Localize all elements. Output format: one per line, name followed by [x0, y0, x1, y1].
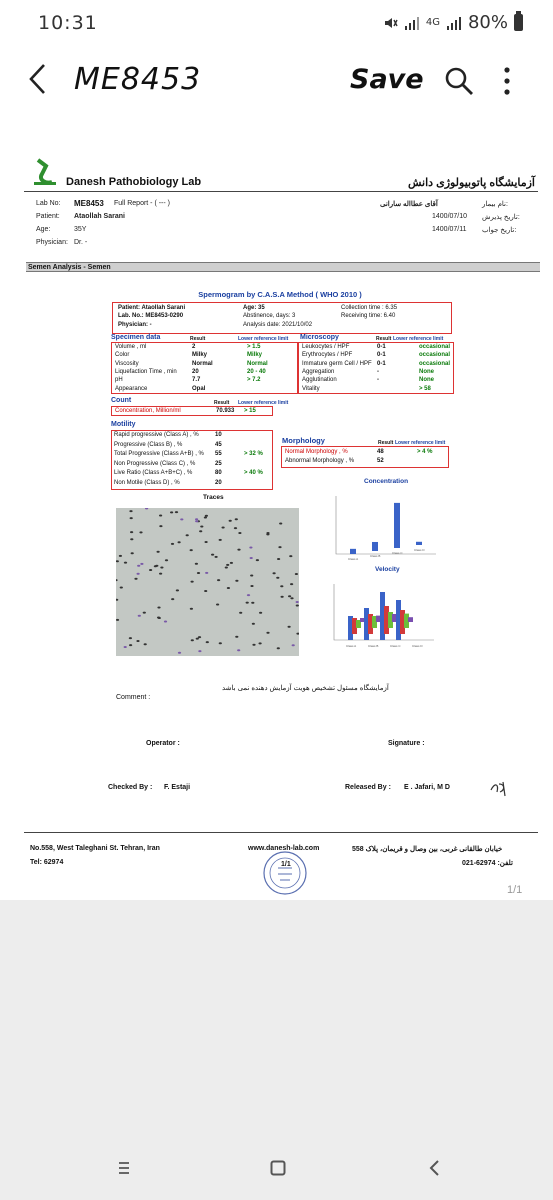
concentration-category-label: Class B: [370, 554, 381, 558]
sperm-trace: [186, 534, 189, 536]
sperm-trace: [155, 565, 158, 567]
lab-no: ME8453: [74, 199, 104, 208]
released-by: E . Jafari, M D: [404, 784, 450, 791]
status-time: 10:31: [38, 12, 98, 34]
lab-name-fa: آزمایشگاه پاتوبیولوژی دانش: [407, 177, 535, 189]
morphology-ref-header: Lower reference limit: [395, 440, 446, 446]
home-icon[interactable]: [270, 1160, 286, 1176]
sperm-trace: [222, 527, 225, 529]
sperm-trace: [237, 549, 240, 551]
microscopy-row-ref: None: [419, 368, 434, 375]
sperm-trace: [252, 644, 255, 646]
fa-name: آقای عطااله سارانی: [380, 201, 438, 208]
operator-label: Operator :: [146, 740, 180, 747]
spermogram-title: Spermogram by C.A.S.A Method ( WHO 2010 ): [198, 290, 362, 299]
status-bar: [0, 0, 553, 44]
morphology-row-ref: > 4 %: [417, 449, 433, 455]
sperm-trace: [247, 594, 250, 596]
sperm-trace: [259, 642, 262, 644]
sperm-trace: [178, 541, 181, 543]
sperm-trace: [249, 547, 252, 549]
microscopy-row-result: 0-1: [377, 360, 386, 367]
sperm-trace: [120, 587, 123, 589]
specimen-ref-header: Lower reference limit: [238, 336, 289, 342]
sperm-trace: [200, 526, 203, 528]
sperm-trace: [215, 556, 218, 558]
sperm-trace: [130, 538, 133, 540]
fa-reception: 1400/07/10: [432, 213, 468, 220]
concentration-axis: [336, 496, 436, 554]
physician: Dr. -: [74, 239, 88, 246]
sperm-trace: [211, 554, 214, 556]
motility-row-ref: > 40 %: [244, 470, 263, 476]
tel-fa: تلفن: 62974-021: [462, 860, 513, 867]
count-result-header: Result: [214, 400, 230, 406]
microscopy-row-ref: occasional: [419, 352, 451, 359]
report-document: [0, 118, 553, 900]
microscopy-title: Microscopy: [300, 334, 339, 341]
sperm-trace: [116, 619, 119, 621]
fa-answer: 1400/07/11: [432, 226, 467, 233]
morphology-row-name: Abnormal Morphology , %: [285, 458, 355, 464]
concentration-category-label: Class D: [414, 548, 425, 552]
motility-row-result: 20: [215, 479, 222, 486]
checked-label: Checked By :: [108, 784, 153, 791]
app-bar: [0, 44, 553, 118]
save-button[interactable]: Save: [350, 64, 424, 95]
microscopy-row-result: 0-1: [377, 344, 386, 350]
fa-name-label: نام بیمار:: [482, 201, 508, 208]
specimen-row-name: Volume , ml: [115, 344, 147, 350]
sperm-trace: [143, 612, 146, 614]
sperm-trace: [176, 589, 179, 591]
specimen-row-name: Appearance: [115, 385, 148, 392]
microscopy-row-ref: > 58: [419, 385, 431, 392]
website: www.danesh-lab.com: [248, 845, 320, 852]
sperm-trace: [219, 642, 222, 644]
concentration-title: Concentration: [364, 478, 409, 485]
sperm-trace: [198, 636, 201, 638]
sperm-trace: [137, 573, 140, 575]
status-icons: [382, 12, 523, 33]
fa-reception-label: تاریخ پذیرش:: [482, 214, 520, 221]
footer-divider: [24, 832, 538, 833]
velocity-category-label: Class B: [368, 644, 379, 648]
sperm-trace: [157, 607, 160, 609]
sperm-trace: [259, 612, 262, 614]
sperm-trace: [280, 585, 283, 587]
sperm-trace: [290, 583, 293, 585]
microscopy-row-result: -: [377, 368, 379, 375]
sperm-trace: [204, 590, 207, 592]
physician-label: Physician:: [36, 239, 68, 246]
sperm-trace: [246, 602, 249, 604]
sperm-trace: [256, 559, 259, 561]
sperm-trace: [171, 598, 174, 600]
fa-answer-label: تاریخ جواب:: [482, 227, 517, 234]
sperm-trace: [206, 641, 209, 643]
wifi-signal-icon: [404, 16, 420, 30]
sperm-trace: [250, 585, 253, 587]
sperm-trace: [130, 517, 133, 519]
patient-info-box: [112, 302, 452, 334]
sperm-trace: [134, 578, 137, 580]
sperm-trace: [170, 511, 173, 513]
fa-disclaimer: آزمایشگاه مسئول تشخیص هویت آزمایش دهنده نمی باشد: [222, 685, 389, 692]
sperm-trace: [251, 602, 254, 604]
sperm-trace: [237, 649, 240, 651]
sperm-trace: [225, 567, 228, 569]
microscopy-row-name: Aggregation: [302, 368, 335, 375]
motility-box: [111, 430, 273, 490]
sperm-trace: [276, 577, 279, 579]
sperm-trace: [157, 617, 160, 619]
sperm-trace: [266, 632, 269, 634]
sperm-trace: [195, 563, 198, 565]
sperm-trace: [295, 573, 298, 575]
section-title: Semen Analysis - Semen: [26, 262, 540, 272]
microscopy-row-name: Agglutination: [302, 377, 337, 384]
microscopy-row-result: 0-1: [377, 352, 386, 359]
sperm-trace: [191, 639, 194, 641]
motility-row-result: 55: [215, 451, 222, 457]
network-type: 4G: [425, 16, 440, 28]
sperm-trace: [278, 546, 281, 548]
specimen-row-name: pH: [115, 377, 123, 384]
motility-row-result: 10: [215, 432, 222, 438]
sperm-trace: [140, 563, 143, 565]
specimen-row-ref: 20 - 40: [247, 368, 266, 375]
signature-label: Signature :: [388, 740, 425, 747]
morphology-box: [281, 446, 449, 468]
morphology-title: Morphology: [282, 436, 325, 445]
sperm-trace: [296, 601, 299, 603]
motility-row-result: 80: [215, 470, 222, 476]
motility-row-name: Non Motile (Class D) , %: [114, 479, 180, 486]
patient-name: Ataollah Sarani: [74, 213, 125, 220]
sperm-trace: [190, 608, 193, 610]
more-options-icon[interactable]: [500, 66, 514, 96]
microscopy-row-ref: occasional: [419, 360, 451, 367]
info-age: Age: 35: [243, 305, 265, 311]
sperm-trace: [198, 650, 201, 652]
motility-row-name: Non Progressive (Class C) , %: [114, 460, 196, 467]
sperm-trace: [159, 525, 162, 527]
back-button[interactable]: [28, 62, 68, 102]
sperm-trace: [238, 532, 241, 534]
traces-title: Traces: [203, 494, 224, 501]
specimen-row-result: Opal: [192, 385, 206, 392]
microscopy-row-name: Vitality: [302, 385, 320, 392]
sperm-trace: [164, 621, 167, 623]
sperm-trace: [277, 558, 280, 560]
patient-label: Patient:: [36, 213, 60, 220]
sperm-trace: [205, 541, 208, 543]
sperm-trace: [235, 636, 238, 638]
nav-back-icon[interactable]: [428, 1160, 440, 1176]
velocity-category-label: Class A: [346, 644, 357, 648]
lab-stamp-icon: [262, 850, 308, 896]
count-title: Count: [111, 397, 132, 404]
sperm-trace: [139, 531, 142, 533]
concentration-bar: [416, 542, 422, 545]
sperm-trace: [239, 612, 242, 614]
sperm-trace: [219, 539, 222, 541]
sperm-trace: [250, 575, 253, 577]
specimen-row-result: Milky: [192, 352, 208, 359]
motility-row-name: Rapid progressive (Class A) , %: [114, 432, 199, 438]
sperm-trace: [160, 567, 163, 569]
motility-row-name: Progressive (Class B) , %: [114, 441, 183, 448]
motility-row-result: 25: [215, 460, 222, 467]
sperm-trace: [250, 557, 253, 559]
microscopy-box: [298, 342, 454, 394]
navigation-bar: [0, 1136, 553, 1200]
microscopy-row-ref: None: [419, 377, 434, 384]
recent-apps-icon[interactable]: [118, 1160, 130, 1176]
sperm-trace: [195, 518, 198, 520]
specimen-row-ref: Normal: [247, 360, 268, 367]
sperm-trace: [171, 543, 174, 545]
tel-en: Tel: 62974: [30, 859, 64, 866]
sperm-trace: [227, 587, 230, 589]
concentration-chart: [320, 486, 444, 564]
velocity-category-label: Class C: [390, 644, 401, 648]
sperm-trace: [229, 520, 232, 522]
specimen-row-result: 2: [192, 344, 196, 350]
concentration-category-label: Class A: [348, 557, 359, 561]
velocity-chart: [320, 574, 444, 650]
battery-icon: [514, 14, 523, 31]
sperm-trace: [196, 638, 199, 640]
document-title: ME8453: [74, 62, 202, 97]
address-en: No.558, West Taleghani St. Tehran, Iran: [30, 845, 160, 852]
checked-by: F. Estaji: [164, 784, 191, 791]
sperm-trace: [129, 510, 132, 512]
sperm-trace: [273, 572, 276, 574]
lab-no-label: Lab No:: [36, 200, 61, 207]
header-divider: [24, 191, 538, 192]
concentration-category-label: Class C: [392, 551, 403, 555]
age-label: Age:: [36, 226, 51, 233]
info-physician: Physician: -: [118, 322, 152, 328]
handwritten-signature: [488, 778, 514, 798]
sperm-trace: [292, 644, 295, 646]
specimen-result-header: Result: [190, 336, 206, 342]
sperm-trace: [129, 644, 132, 646]
specimen-row-result: Normal: [192, 360, 213, 367]
sperm-trace: [288, 626, 291, 628]
specimen-box: [111, 342, 298, 394]
mute-icon: [382, 15, 398, 31]
sperm-trace: [288, 595, 291, 597]
age: 35Y: [74, 226, 87, 233]
battery-percent: 80%: [467, 12, 508, 33]
specimen-row-ref: > 1.5: [247, 344, 261, 350]
sperm-trace: [137, 565, 140, 567]
microscopy-row-name: Leukocytes / HPF: [302, 344, 350, 350]
motility-title: Motility: [111, 421, 136, 428]
sperm-trace: [234, 527, 237, 529]
specimen-row-ref: Milky: [247, 352, 263, 359]
info-analysis: Analysis date: 2021/10/02: [243, 322, 313, 328]
traces-image: [116, 508, 299, 656]
comment-label: Comment :: [116, 694, 151, 701]
morphology-result-header: Result: [378, 440, 394, 446]
count-box: [111, 406, 273, 416]
microscopy-row-ref: occasional: [419, 344, 451, 350]
sperm-trace: [279, 523, 282, 525]
sperm-trace: [180, 518, 183, 520]
cell-signal-icon: [446, 16, 462, 30]
microscopy-row-name: Immature germ Cell / HPF: [302, 360, 372, 367]
sperm-trace: [216, 604, 219, 606]
address-fa: خیابان طالقانی غربی، بین وصال و قریمان، پلاک 558: [352, 846, 503, 853]
specimen-row-result: 20: [192, 368, 199, 375]
count-ref: > 15: [244, 408, 256, 414]
velocity-bar: [408, 617, 413, 622]
info-abstinence: Abstinence, days: 3: [243, 313, 296, 319]
concentration-bar: [394, 503, 400, 548]
page-mark: 1/1: [281, 861, 291, 868]
velocity-category-label: Class D: [412, 644, 423, 648]
concentration-bar: [372, 542, 378, 551]
specimen-row-ref: > 7.2: [247, 377, 261, 384]
motility-row-name: Live Ratio (Class A+B+C) , %: [114, 470, 193, 476]
sperm-trace: [149, 569, 152, 571]
sperm-trace: [129, 637, 132, 639]
specimen-row-result: 7.7: [192, 377, 201, 384]
page-number: 1/1: [507, 884, 523, 896]
sperm-trace: [197, 572, 200, 574]
sperm-trace: [190, 549, 193, 551]
sperm-trace: [226, 564, 229, 566]
sperm-trace: [195, 520, 198, 522]
specimen-row-name: Color: [115, 352, 130, 359]
sperm-trace: [131, 552, 134, 554]
sperm-trace: [175, 511, 178, 513]
sperm-trace: [165, 559, 168, 561]
sperm-trace: [289, 555, 292, 557]
sperm-trace: [296, 605, 299, 607]
sperm-trace: [159, 573, 162, 575]
sperm-trace: [124, 646, 127, 648]
morphology-row-result: 52: [377, 458, 384, 464]
sperm-trace: [199, 530, 202, 532]
sperm-trace: [252, 623, 255, 625]
motility-row-result: 45: [215, 441, 222, 448]
specimen-row-name: Liquefaction Time , min: [115, 368, 177, 375]
velocity-title: Velocity: [375, 566, 400, 573]
sperm-trace: [235, 580, 238, 582]
sperm-trace: [277, 647, 280, 649]
sperm-trace: [138, 615, 141, 617]
motility-row-ref: > 32 %: [244, 451, 263, 457]
sperm-trace: [136, 640, 139, 642]
specimen-row-name: Viscosity: [115, 360, 139, 367]
sperm-trace: [235, 518, 238, 520]
sperm-trace: [230, 562, 233, 564]
info-labno: Lab. No.: ME8453-0290: [118, 313, 184, 319]
sperm-trace: [157, 551, 160, 553]
sperm-trace: [130, 531, 133, 533]
count-result: 70.933: [216, 408, 235, 414]
sperm-trace: [290, 597, 293, 599]
back-arrow-icon: [28, 62, 48, 96]
sperm-trace: [205, 572, 208, 574]
microscopy-row-name: Erythrocytes / HPF: [302, 352, 353, 359]
morphology-row-result: 48: [377, 449, 384, 455]
sperm-trace: [144, 643, 147, 645]
sperm-trace: [204, 517, 207, 519]
released-label: Released By :: [345, 784, 391, 791]
report-type: Full Report - ( --- ): [114, 200, 170, 207]
search-icon[interactable]: [444, 66, 474, 96]
sperm-trace: [217, 579, 220, 581]
morphology-row-name: Normal Morphology , %: [285, 449, 348, 455]
sperm-trace: [159, 515, 162, 517]
concentration-bar: [350, 549, 356, 554]
microscopy-result-header: Result: [376, 336, 392, 342]
lab-name-en: Danesh Pathobiology Lab: [66, 176, 202, 188]
count-ref-header: Lower reference limit: [238, 400, 289, 406]
count-name: Concentration, Million/ml: [115, 408, 181, 414]
motility-row-name: Total Progressive (Class A+B) , %: [114, 451, 204, 457]
sperm-trace: [119, 555, 122, 557]
info-receiving: Receiving time: 6.40: [341, 313, 396, 319]
info-patient: Patient: Ataollah Sarani: [118, 305, 186, 311]
sperm-trace: [178, 652, 181, 654]
sperm-trace: [191, 581, 194, 583]
microscopy-ref-header: Lower reference limit: [393, 336, 444, 342]
specimen-title: Specimen data: [111, 334, 161, 341]
info-collection: Collection time : 6.35: [341, 305, 398, 311]
microscopy-row-result: -: [377, 377, 379, 384]
sperm-trace: [266, 533, 269, 535]
sperm-trace: [205, 515, 208, 517]
sperm-trace: [124, 562, 127, 564]
sperm-trace: [281, 596, 284, 598]
lab-logo-icon: [32, 156, 58, 186]
